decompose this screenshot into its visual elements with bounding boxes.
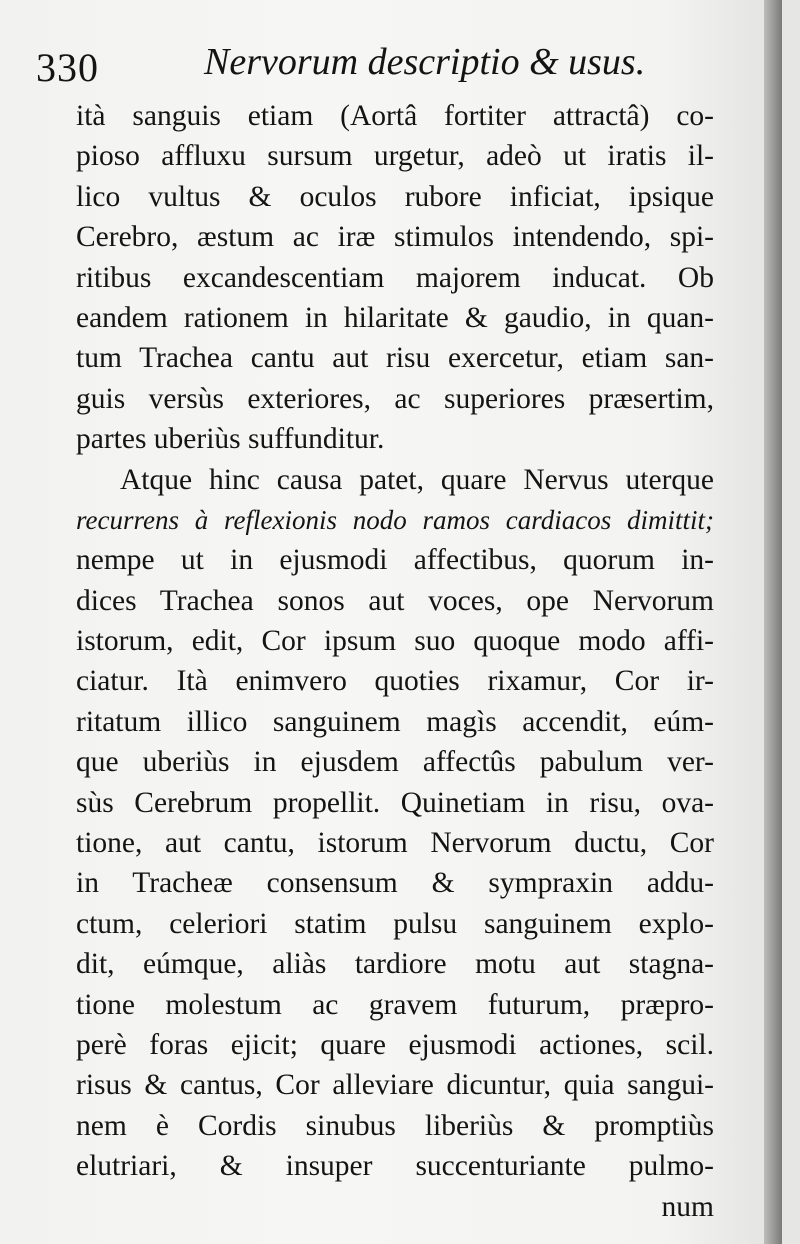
text-line: recurrens à reflexionis nodo ramos cardiacos dimittit; — [76, 504, 714, 535]
text-line: tione molestum ac gravem futurum, præpro- — [76, 988, 714, 1021]
text-line: sùs Cerebrum propellit. Quinetiam in risu, ova- — [76, 786, 714, 819]
text-line: guis versùs exteriores, ac superiores præsertim, — [76, 382, 714, 415]
text-line: ritatum illico sanguinem magìs accendit, eúm- — [76, 705, 714, 738]
text-line: elutriari, & insuper succenturiante pulmo- — [76, 1150, 714, 1183]
text-line: perè foras ejicit; quare ejusmodi actiones, scil. — [76, 1028, 714, 1061]
text-line: tum Trachea cantu aut risu exercetur, etiam san- — [76, 342, 714, 375]
page-edge-shadow — [764, 0, 782, 1244]
running-title: Nervorum descriptio & usus. — [204, 41, 646, 83]
text-line: nem è Cordis sinubus liberiùs & promptiùs — [76, 1109, 714, 1142]
text-line: risus & cantus, Cor alleviare dicuntur, quia sangui- — [76, 1069, 714, 1102]
page-number: 330 — [36, 45, 99, 90]
catchword: num — [661, 1190, 714, 1223]
text-line: in Tracheæ consensum & sympraxin addu- — [76, 867, 714, 900]
text-line: ctum, celeriori statim pulsu sanguinem explo- — [76, 907, 714, 940]
body-text — [76, 96, 714, 1227]
text-line: ciatur. Ità enimvero quoties rixamur, Cor ir- — [76, 665, 714, 698]
text-line: lico vultus & oculos rubore inficiat, ipsique — [76, 180, 714, 213]
text-line: istorum, edit, Cor ipsum suo quoque modo affi- — [76, 625, 714, 658]
page-header — [36, 38, 756, 98]
text-line: Cerebro, æstum ac iræ stimulos intendendo, spi- — [76, 221, 714, 254]
text-line: pioso affluxu sursum urgetur, adeò ut iratis il- — [76, 140, 714, 173]
text-line: eandem rationem in hilaritate & gaudio, in quan- — [76, 301, 714, 334]
text-line: que uberiùs in ejusdem affectûs pabulum ver- — [76, 746, 714, 779]
text-line: ità sanguis etiam (Aortâ fortiter attractâ) co- — [76, 100, 714, 132]
text-line: tione, aut cantu, istorum Nervorum ductu, Cor — [76, 827, 714, 860]
text-line: partes uberiùs suffunditur. — [76, 423, 385, 456]
text-line: ritibus excandescentiam majorem inducat. Ob — [76, 261, 714, 294]
text-line: Atque hinc causa patet, quare Nervus uterque — [120, 463, 714, 496]
text-line: dit, eúmque, aliàs tardiore motu aut stagna- — [76, 948, 714, 981]
text-line: dices Trachea sonos aut voces, ope Nervorum — [76, 584, 714, 617]
text-line: nempe ut in ejusmodi affectibus, quorum in- — [76, 544, 714, 577]
